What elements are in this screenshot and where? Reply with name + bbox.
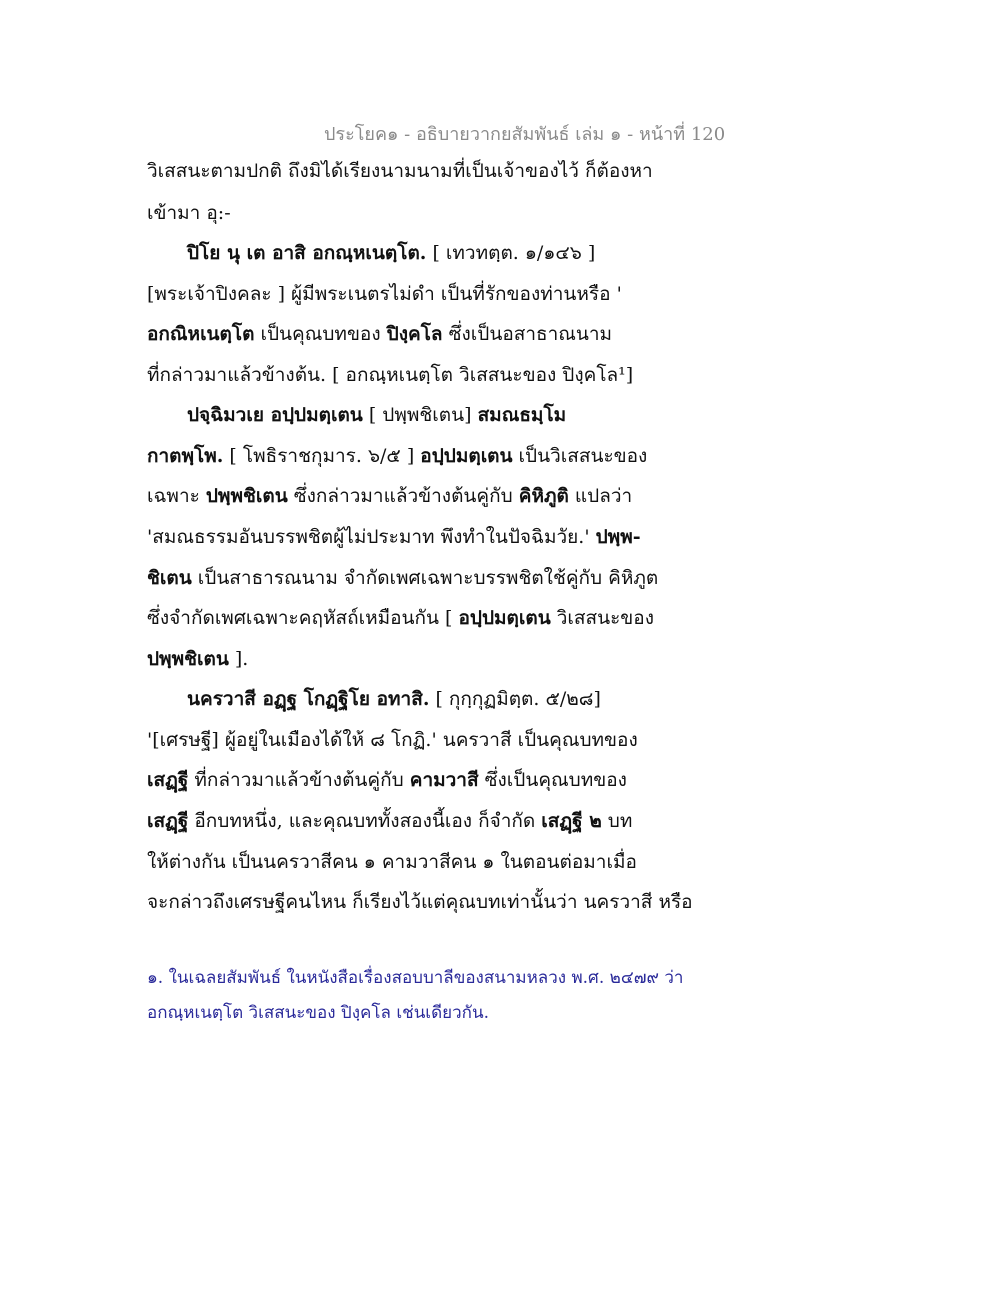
bold-term: ปิโย นุ เต อาสิ อกณฺหเนตฺโต. <box>187 242 427 264</box>
bold-term: ปพฺพ- <box>595 526 641 548</box>
text-segment: วิเสสนะของ <box>550 607 654 629</box>
text-segment: [ กุกฺกุฏมิตฺต. ๕/๒๘] <box>429 688 601 710</box>
text-segment: เฉพาะ <box>147 485 206 507</box>
text-line-12 <box>147 603 707 633</box>
text-segment: อีกบทหนึ่ง, และคุณบททั้งสองนี้เอง ก็จำกัด <box>188 810 542 832</box>
text-segment: ให้ต่างกัน เป็นนครวาสีคน ๑ คามวาสีคน ๑ ในตอนต่อมาเมื่อ <box>147 851 637 873</box>
bold-term: เสฏฺฐี <box>147 769 189 791</box>
text-segment: 'สมณธรรมอันบรรพชิตผู้ไม่ประมาท พึงทำในปัจฉิมวัย.' <box>147 526 596 548</box>
bold-term: ปจฺฉิมวเย อปฺปมตฺเตน <box>187 404 363 426</box>
text-segment: [ ปพฺพชิเตน] <box>362 404 478 426</box>
text-segment: เป็นสาธารณนาม จำกัดเพศเฉพาะบรรพชิตใช้คู่กับ คิหิภูต <box>191 567 659 589</box>
text-line-3 <box>187 238 707 268</box>
text-line-6 <box>147 360 707 390</box>
text-segment: [ โพธิราชกุมาร. ๖/๕ ] <box>223 445 421 467</box>
text-line-9 <box>147 481 707 511</box>
bold-term: สมณธมฺโม <box>477 404 567 426</box>
text-segment: ที่กล่าวมาแล้วข้างต้นคู่กับ <box>188 769 410 791</box>
text-line-19 <box>147 887 707 917</box>
bold-term: กาตพฺโพ. <box>147 445 224 467</box>
text-segment: ]. <box>228 648 249 670</box>
footnote-line-2: อกณฺหเนตฺโต วิเสสนะของ ปิงฺคโล เช่นเดียวกัน. <box>147 1003 489 1023</box>
bold-term: คิหิภูติ <box>518 485 569 507</box>
bold-term: ปพฺพชิเตน <box>147 648 229 670</box>
bold-term: นครวาสี อฏฺฐ โกฏฺฐิโย อทาสิ. <box>187 688 430 710</box>
text-line-10 <box>147 522 707 552</box>
bold-term: คามวาสี <box>409 769 479 791</box>
bold-term: เสฏฺฐี <box>147 810 189 832</box>
text-line-2 <box>147 198 707 228</box>
text-segment: จะกล่าวถึงเศรษฐีคนไหน ก็เรียงไว้แต่คุณบทเท่านั้นว่า นครวาสี หรือ <box>147 891 693 913</box>
text-line-5 <box>147 319 707 349</box>
text-line-14 <box>187 684 707 714</box>
bold-term: เสฏฺฐี ๒ <box>541 810 602 832</box>
text-segment: วิเสสนะตามปกติ ถึงมิได้เรียงนามนามที่เป็นเจ้าของไว้ ก็ต้องหา <box>147 160 653 182</box>
bold-term: ปิงฺคโล <box>386 323 443 345</box>
text-segment: ซึ่งกล่าวมาแล้วข้างต้นคู่กับ <box>287 485 519 507</box>
text-line-15 <box>147 725 707 755</box>
text-segment: แปลว่า <box>568 485 633 507</box>
text-segment: ซึ่งจำกัดเพศเฉพาะคฤหัสถ์เหมือนกัน [ <box>147 607 459 629</box>
text-segment: เป็นคุณบทของ <box>254 323 387 345</box>
text-segment: [พระเจ้าปิงคละ ] ผู้มีพระเนตรไม่ดำ เป็นที่รักของท่านหรือ ' <box>147 283 622 305</box>
text-line-1 <box>147 156 707 186</box>
text-line-17 <box>147 806 707 836</box>
text-segment: ซึ่งเป็นคุณบทของ <box>478 769 627 791</box>
text-segment: บท <box>601 810 633 832</box>
text-line-16 <box>147 765 707 795</box>
text-segment: ซึ่งเป็นอสาธาณนาม <box>442 323 613 345</box>
bold-term: อปฺปมตฺเตน <box>420 445 513 467</box>
text-line-8 <box>147 441 707 471</box>
text-segment: เป็นวิเสสนะของ <box>512 445 648 467</box>
text-line-18 <box>147 847 707 877</box>
footnote-line-1: ๑. ในเฉลยสัมพันธ์ ในหนังสือเรื่องสอบบาลีของสนามหลวง พ.ศ. ๒๔๗๙ ว่า <box>147 968 684 988</box>
text-line-4 <box>147 279 707 309</box>
text-segment: [ เทวทตฺต. ๑/๑๔๖ ] <box>426 242 596 264</box>
bold-term: อปฺปมตฺเตน <box>458 607 551 629</box>
text-segment: '[เศรษฐี] ผู้อยู่ในเมืองได้ให้ ๘ โกฏิ.' นครวาสี เป็นคุณบทของ <box>147 729 638 751</box>
page-header: ประโยค๑ - อธิบายวากยสัมพันธ์ เล่ม ๑ - หน้าที่ 120 <box>324 124 726 145</box>
bold-term: ปพฺพชิเตน <box>205 485 288 507</box>
text-segment: เข้ามา อุ:- <box>147 202 231 224</box>
text-segment: ที่กล่าวมาแล้วข้างต้น. [ อกณฺหเนตฺโต วิเสสนะของ ปิงฺคโล¹] <box>147 364 634 386</box>
text-line-11 <box>147 563 707 593</box>
text-line-13 <box>147 644 707 674</box>
text-line-7 <box>187 400 707 430</box>
bold-term: ชิเตน <box>147 567 192 589</box>
bold-term: อกณิหเนตฺโต <box>147 323 255 345</box>
